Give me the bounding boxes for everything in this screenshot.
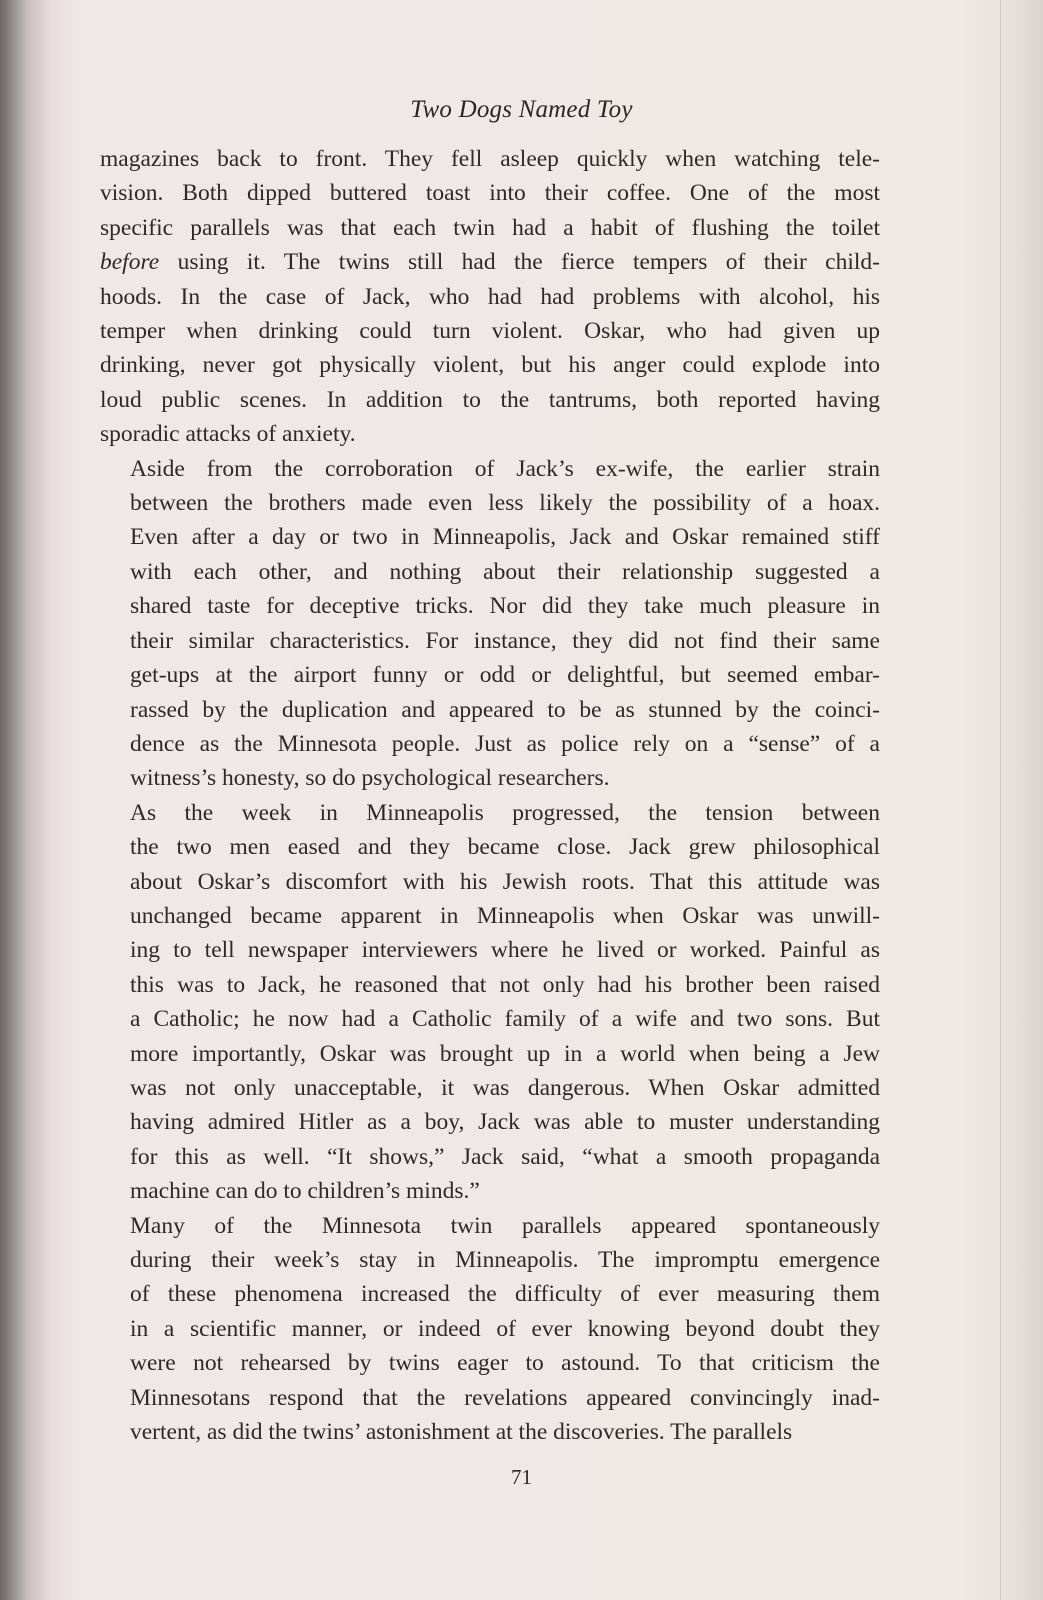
text-line: having admired Hitler as a boy, Jack was able to muster understanding <box>130 1109 880 1136</box>
text-line: between the brothers made even less likely the possibility of a hoax. <box>130 490 880 517</box>
text-line: more importantly, Oskar was brought up in a world when being a Jew <box>130 1040 880 1067</box>
text-line: temper when drinking could turn violent. Oskar, who had given up <box>100 318 880 345</box>
text-line: were not rehearsed by twins eager to astound. To that criticism the <box>130 1350 880 1377</box>
text-line: magazines back to front. They fell asleep quickly when watching tele- <box>100 146 880 172</box>
text-line: the two men eased and they became close. Jack grew philosophical <box>130 834 880 861</box>
text-line: unchanged became apparent in Minneapolis when Oskar was unwill- <box>130 902 880 929</box>
paragraph <box>100 452 880 796</box>
text-line: machine can do to children’s minds.” <box>130 1178 480 1205</box>
text-line: of these phenomena increased the difficulty of ever measuring them <box>130 1281 880 1308</box>
text-line: vertent, as did the twins’ astonishment at the discoveries. The parallels <box>130 1419 793 1446</box>
text-line: sporadic attacks of anxiety. <box>100 421 356 448</box>
text-line: As the week in Minneapolis progressed, the tension between <box>130 799 880 826</box>
text-line: during their week’s stay in Minneapolis. The impromptu emergence <box>130 1247 880 1273</box>
running-head: Two Dogs Named Toy <box>410 96 633 123</box>
text-line: vision. Both dipped buttered toast into their coffee. One of the most <box>100 180 880 207</box>
text-line: about Oskar’s discomfort with his Jewish roots. That this attitude was <box>130 868 880 895</box>
text-line: their similar characteristics. For instance, they did not find their same <box>130 627 880 654</box>
text-line: witness’s honesty, so do psychological researchers. <box>130 765 610 792</box>
paragraph <box>100 1209 880 1450</box>
text-line: get-ups at the airport funny or odd or delightful, but seemed embar- <box>130 662 880 689</box>
body-text <box>100 142 880 1449</box>
text-line: Many of the Minnesota twin parallels appeared spontaneously <box>130 1212 880 1239</box>
paragraph <box>100 796 880 1209</box>
text-line: loud public scenes. In addition to the tantrums, both reported having <box>100 386 880 413</box>
text-line: in a scientific manner, or indeed of ever knowing beyond doubt they <box>130 1315 880 1342</box>
text-line: was not only unacceptable, it was dangerous. When Oskar admitted <box>130 1074 880 1101</box>
text-line: for this as well. “It shows,” Jack said, “what a smooth propaganda <box>130 1143 880 1170</box>
text-line: dence as the Minnesota people. Just as police rely on a “sense” of a <box>130 730 880 757</box>
page-edge <box>1000 0 1001 1600</box>
text-line: Aside from the corroboration of Jack’s ex-wife, the earlier strain <box>130 455 880 482</box>
text-line: drinking, never got physically violent, but his anger could explode into <box>100 352 880 379</box>
text-line: shared taste for deceptive tricks. Nor did they take much pleasure in <box>130 593 880 620</box>
text-line: a Catholic; he now had a Catholic family of a wife and two sons. But <box>130 1006 880 1033</box>
page-number: 71 <box>511 1465 532 1489</box>
text-line: with each other, and nothing about their relationship suggested a <box>130 558 880 585</box>
text-line: hoods. In the case of Jack, who had had problems with alcohol, his <box>100 283 880 310</box>
text-line: Even after a day or two in Minneapolis, Jack and Oskar remained stiff <box>130 524 880 551</box>
paragraph <box>100 142 880 452</box>
text-line: Minnesotans respond that the revelations appeared convincingly inad- <box>130 1384 880 1411</box>
text-line: before using it. The twins still had the fierce tempers of their child- <box>100 249 880 276</box>
text-line: ing to tell newspaper interviewers where he lived or worked. Painful as <box>130 937 880 964</box>
text-line: specific parallels was that each twin had a habit of flushing the toilet <box>100 214 880 241</box>
text-line: this was to Jack, he reasoned that not only had his brother been raised <box>130 971 880 998</box>
text-line: rassed by the duplication and appeared to be as stunned by the coinci- <box>130 696 880 723</box>
